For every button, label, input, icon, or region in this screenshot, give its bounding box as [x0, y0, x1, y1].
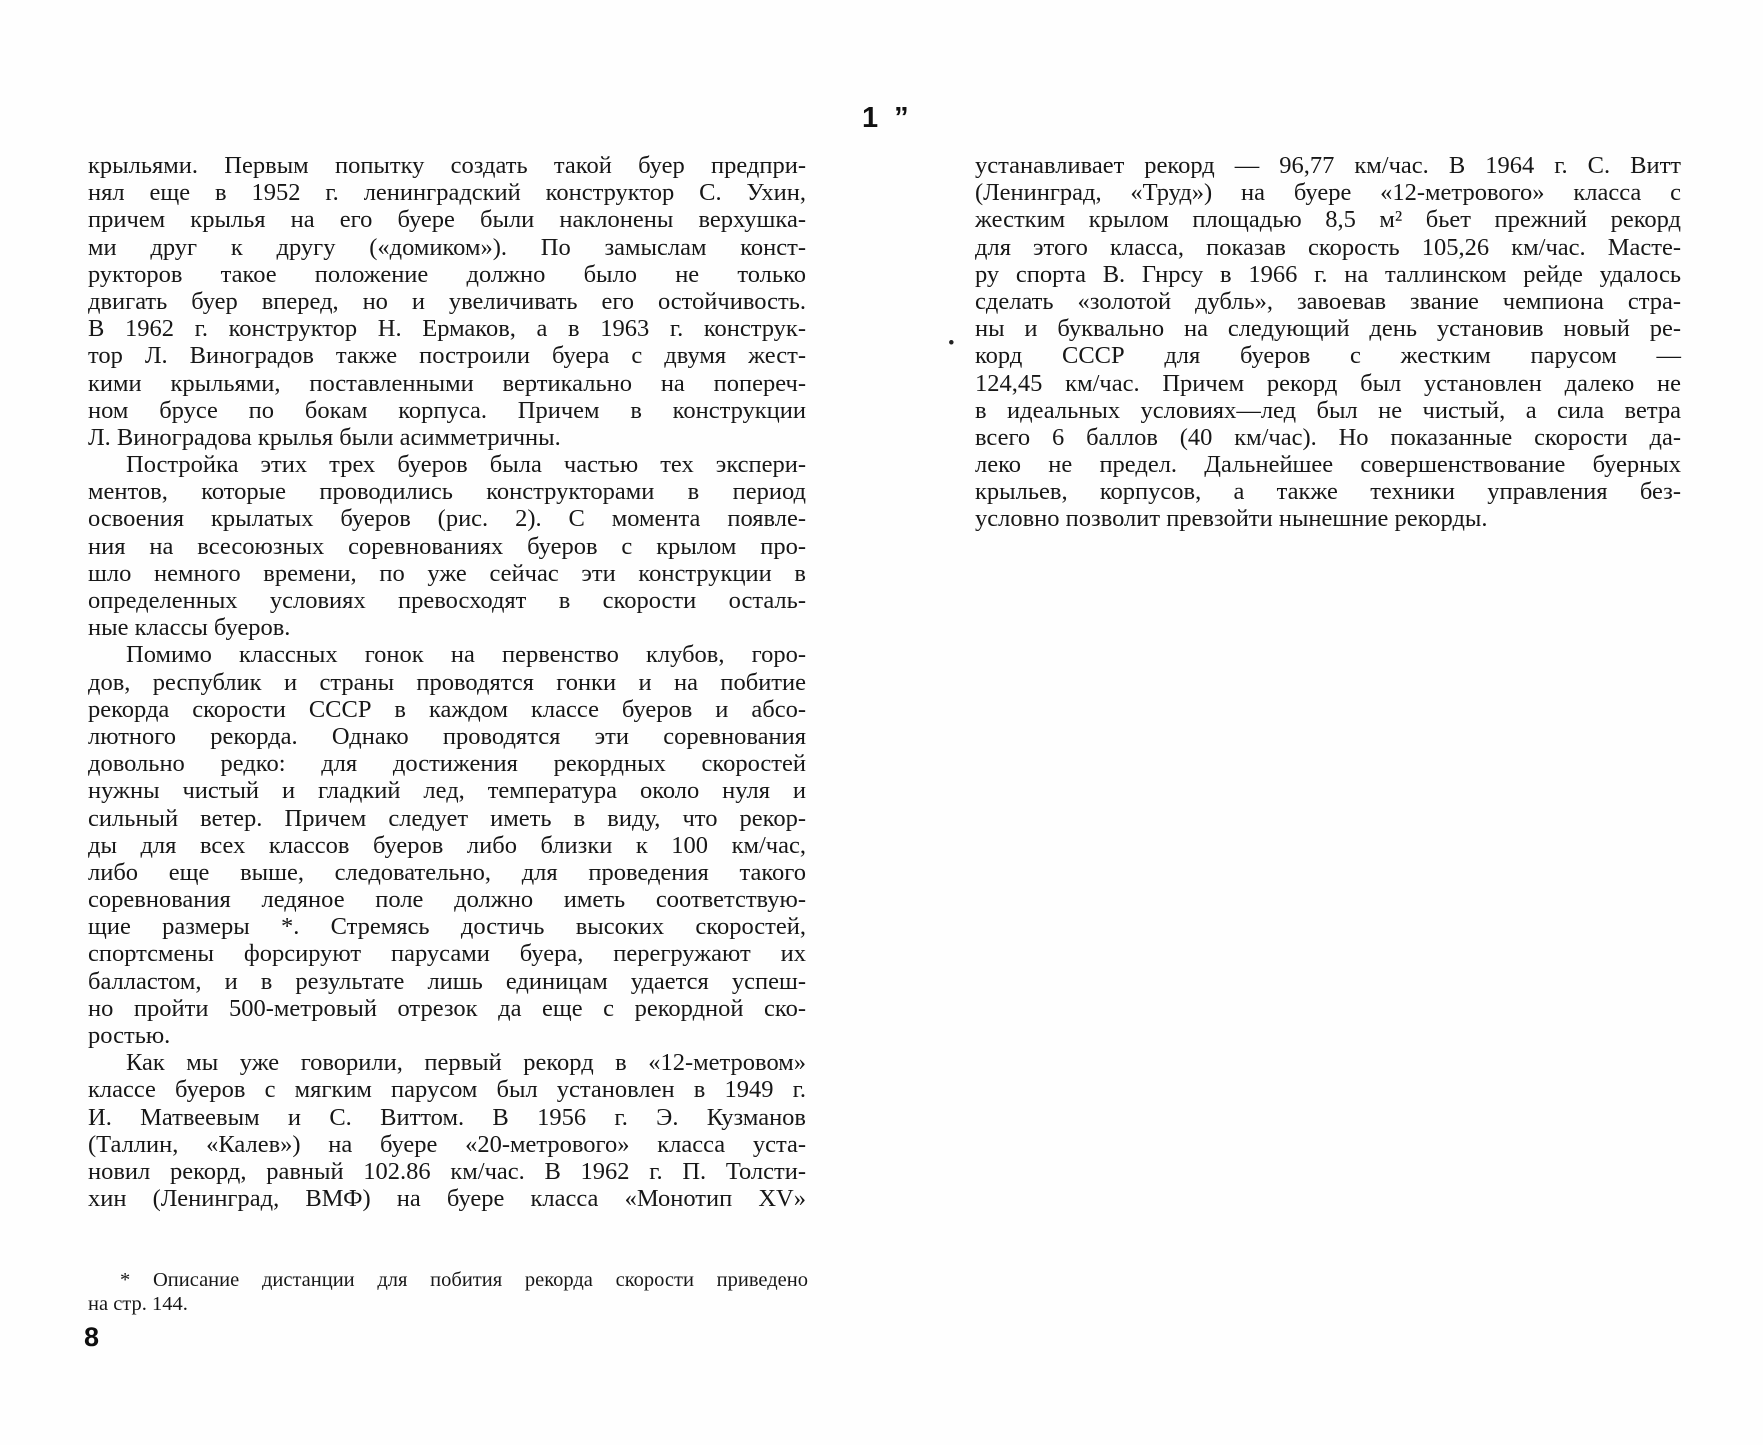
page-header-artifact: 1 ” [862, 102, 913, 134]
text-line: лютного рекорда. Однако проводятся эти соревнования [88, 722, 806, 750]
text-line: тор Л. Виноградов также построили буера с двумя жест- [88, 342, 806, 370]
right-column [975, 152, 1681, 533]
text-line: либо еще выше, следовательно, для проведения такого [88, 858, 806, 886]
text-line: ды для всех классов буеров либо близки к 100 км/час, [88, 831, 806, 859]
text-line: Как мы уже говорили, первый рекорд в «12-метровом» [126, 1049, 806, 1077]
text-line: освоения крылатых буеров (рис. 2). С момента появле- [88, 505, 806, 533]
text-line: дов, республик и страны проводятся гонки и на побитие [88, 668, 806, 696]
text-line: условно позволит превзойти нынешние рекорды. [975, 505, 1488, 533]
footnote [88, 1268, 808, 1316]
text-line: хин (Ленинград, ВМФ) на буере класса «Монотип XV» [88, 1185, 806, 1213]
text-line: шло немного времени, по уже сейчас эти конструкции в [88, 559, 806, 587]
text-line: сильный ветер. Причем следует иметь в виду, что рекор- [88, 804, 806, 832]
text-line: ния на всесоюзных соревнованиях буеров с крылом про- [88, 532, 806, 560]
text-line: всего 6 баллов (40 км/час). Но показанные скорости да- [975, 423, 1681, 451]
text-line: ментов, которые проводились конструкторами в период [88, 478, 806, 506]
text-line: И. Матвеевым и С. Виттом. В 1956 г. Э. Кузманов [88, 1103, 806, 1131]
text-line: 124,45 км/час. Причем рекорд был установлен далеко не [975, 369, 1681, 397]
text-line: новил рекорд, равный 102.86 км/час. В 1962 г. П. Толсти- [88, 1157, 806, 1185]
text-line: ны и буквально на следующий день установив новый ре- [975, 315, 1681, 343]
text-line: леко не предел. Дальнейшее совершенствование буерных [975, 451, 1681, 479]
text-line: кими крыльями, поставленными вертикально на попереч- [88, 369, 806, 397]
text-line: (Таллин, «Калев») на буере «20-метрового» класса уста- [88, 1130, 806, 1158]
text-line: ру спорта В. Гнрсу в 1966 г. на таллинском рейде удалось [975, 260, 1681, 288]
text-line: нял еще в 1952 г. ленинградский конструктор С. Ухин, [88, 179, 806, 207]
text-line: нужны чистый и гладкий лед, температура около нуля и [88, 777, 806, 805]
text-line: устанавливает рекорд — 96,77 км/час. В 1964 г. С. Витт [975, 152, 1681, 179]
text-line: классе буеров с мягким парусом был установлен в 1949 г. [88, 1076, 806, 1104]
text-line: щие размеры *. Стремясь достичь высоких скоростей, [88, 913, 806, 941]
text-line: жестким крылом площадью 8,5 м² бьет прежний рекорд [975, 206, 1681, 234]
text-line: (Ленинград, «Труд») на буере «12-метрового» класса с [975, 179, 1681, 207]
scan-bullet-artifact: • [948, 333, 955, 354]
text-line: крыльев, корпусов, а также техники управления без- [975, 478, 1681, 506]
text-line: двигать буер вперед, но и увеличивать его остойчивость. [88, 287, 806, 315]
text-line: ные классы буеров. [88, 614, 291, 642]
text-line: корд СССР для буеров с жестким парусом — [975, 342, 1681, 370]
text-line: для этого класса, показав скорость 105,26 км/час. Масте- [975, 233, 1681, 261]
text-line: В 1962 г. конструктор Н. Ермаков, а в 1963 г. конструк- [88, 315, 806, 343]
text-line: соревнования ледяное поле должно иметь соответствую- [88, 886, 806, 914]
text-line: рекорда скорости СССР в каждом классе буеров и абсо- [88, 695, 806, 723]
text-line: довольно редко: для достижения рекордных скоростей [88, 750, 806, 778]
text-line: рукторов такое положение должно было не только [88, 260, 806, 288]
page-number: 8 [84, 1322, 100, 1352]
text-line: Помимо классных гонок на первенство клубов, горо- [126, 641, 806, 669]
text-line: сделать «золотой дубль», завоевав звание чемпиона стра- [975, 287, 1681, 315]
text-line: Постройка этих трех буеров была частью тех экспери- [126, 451, 806, 479]
left-column [88, 152, 806, 1212]
text-line: но пройти 500-метровый отрезок да еще с рекордной ско- [88, 994, 806, 1022]
footnote-line: * Описание дистанции для побития рекорда скорости приведено [120, 1269, 808, 1291]
text-line: Л. Виноградова крылья были асимметричны. [88, 423, 561, 451]
text-line: крыльями. Первым попытку создать такой буер предпри- [88, 152, 806, 179]
text-line: причем крылья на его буере были наклонены верхушка- [88, 206, 806, 234]
text-line: ном брусе по бокам корпуса. Причем в конструкции [88, 396, 806, 424]
text-line: ростью. [88, 1022, 171, 1049]
text-line: спортсмены форсируют парусами буера, перегружают их [88, 940, 806, 968]
text-line: балластом, и в результате лишь единицам удается успеш- [88, 967, 806, 995]
footnote-line: на стр. 144. [88, 1293, 188, 1315]
text-line: в идеальных условиях—лед был не чистый, а сила ветра [975, 396, 1681, 424]
text-line: определенных условиях превосходят в скорости осталь- [88, 587, 806, 614]
text-line: ми друг к другу («домиком»). По замыслам конст- [88, 233, 806, 261]
